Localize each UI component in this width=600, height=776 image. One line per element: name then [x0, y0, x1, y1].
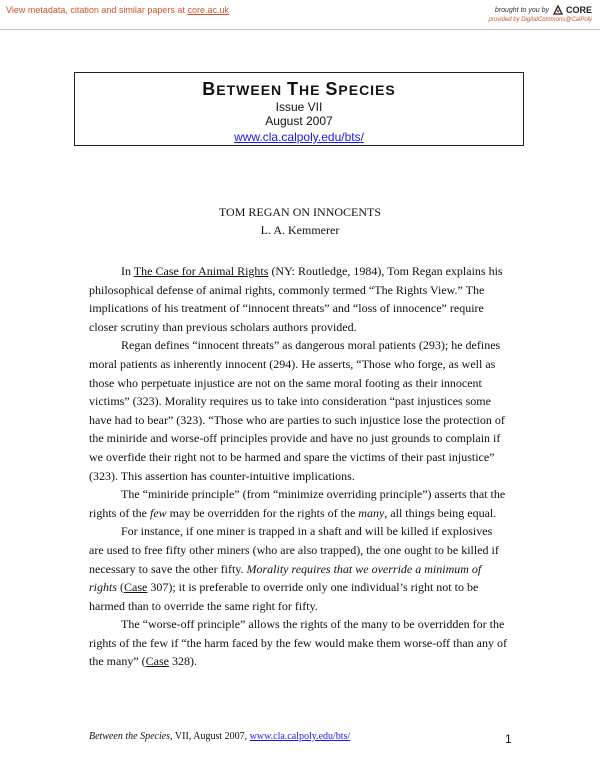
journal-title — [75, 79, 523, 100]
title-rest: PECIES — [338, 82, 396, 98]
text-run: In — [121, 264, 134, 278]
journal-header-box — [74, 72, 524, 146]
paragraph — [89, 262, 509, 336]
issue-label: Issue VII — [275, 100, 323, 114]
page-footer — [89, 731, 350, 742]
article-author: L. A. Kemmerer — [260, 223, 340, 237]
core-label: CORE — [565, 5, 592, 15]
core-link[interactable]: core.ac.uk — [187, 5, 229, 15]
title-initial: B — [202, 79, 217, 99]
text-run: , all things being equal. — [384, 505, 497, 520]
footer-journal: Between the Species — [89, 731, 171, 742]
paragraph — [89, 615, 509, 671]
footer-url-link[interactable]: www.cla.calpoly.edu/bts/ — [249, 731, 351, 742]
emphasis: Morality requires that we override a minimum of rights — [89, 561, 482, 595]
core-icon — [552, 4, 564, 16]
emphasis: few — [150, 505, 167, 520]
metadata-label: View metadata, citation and similar papers at — [6, 5, 188, 15]
title-rest: ETWEEN — [216, 82, 288, 98]
emphasis: many — [358, 505, 385, 520]
book-title: The Case for Animal Rights — [133, 264, 269, 278]
paragraph: Regan defines “innocent threats” as dangerous moral patients (293); he defines moral patients as inherently innocent (294). He asserts, “Those who forge, as well as those who perpetuate injustice are not on the same moral footing as their innocent victims” (323). Morality requires us to take into consideration “past injustices some have had to bear” (323). “Those who are parties to such injustice lose the protection of the miniride and worse-off principles provide and have no just grounds to complain if we overfide their right not to be harmed and spare the victims of their past injustice” (323). This assertion has counter-intuitive implications. — [89, 338, 505, 483]
text-run: (NY: Routledge, 1984), Tom Regan explains his philosophical defense of animal rights, commonly termed “The Rights View.” The implications of his treatment of “innocent threats” and “loss of innocence” require closer scrutiny than previous scholars authors provided. — [89, 264, 503, 334]
title-initial: S — [325, 79, 339, 99]
brought-by-label: brought to you by — [494, 6, 549, 14]
paragraph — [89, 485, 509, 522]
text-run: 307); it is preferable to override only one individual’s right not to be harmed than to override the same right for fifty. — [89, 580, 479, 613]
brought-by — [495, 4, 592, 16]
text-run: 328). — [168, 654, 197, 669]
text-run: may be overridden for the rights of the — [166, 505, 359, 520]
title-rest: HE — [299, 82, 326, 98]
case-reference: Case — [124, 580, 148, 595]
paragraph — [89, 522, 509, 615]
article-title: TOM REGAN ON INNOCENTS — [218, 205, 382, 219]
footer-issue: , VII, August 2007, — [170, 731, 250, 742]
title-initial: T — [287, 79, 300, 99]
page-number: 1 — [505, 732, 512, 746]
core-banner — [0, 0, 600, 30]
provided-by: provided by DigitalCommons@CalPoly — [488, 17, 592, 23]
text-run: The “worse-off principle” allows the rights of the many to be overridden for the rights of the few if “the harm faced by the few would make them worse-off than any of the many” ( — [89, 617, 507, 669]
core-logo[interactable] — [552, 4, 592, 16]
text-run: For instance, if one miner is trapped in a shaft and will be killed if explosives are used to free fifty other miners (who are also trapped), the one ought to be killed if necessary to save the other fifty. — [89, 524, 499, 576]
article-body — [89, 262, 509, 671]
issue-date: August 2007 — [265, 114, 333, 128]
case-reference: Case — [145, 654, 169, 669]
text-run: The “miniride principle” (from “minimize overriding principle”) asserts that the rights of the — [89, 487, 506, 520]
journal-url-link[interactable]: www.cla.calpoly.edu/bts/ — [234, 130, 364, 144]
core-metadata-text — [6, 5, 229, 15]
text-run: ( — [117, 580, 125, 595]
